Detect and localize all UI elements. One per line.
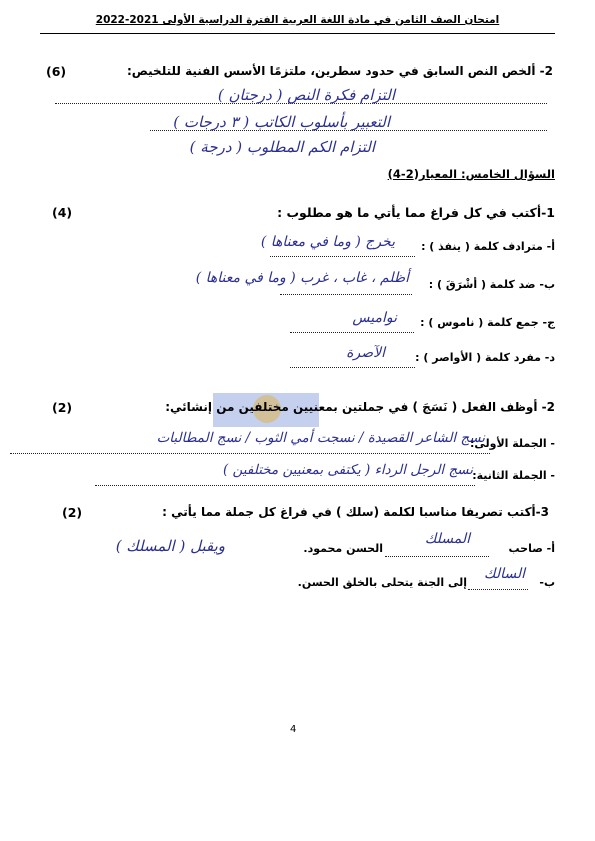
q1-item-c-answer: نواميس — [352, 310, 397, 326]
q1-item-a-answer: يخرج ( وما في معناها ) — [260, 234, 395, 250]
q2-sentence1-line — [10, 453, 490, 454]
q1-item-b-line — [280, 294, 412, 295]
summary-answer-2: التعبير بأسلوب الكاتب ( ٣ درجات ) — [173, 113, 390, 131]
q3-a-note: ويقبل ( المسلك ) — [115, 537, 225, 555]
q1-prompt: 1-أكتب في كل فراغ مما يأتي ما هو مطلوب : — [277, 205, 555, 220]
page-header: امتحان الصف الثامن في مادة اللغة العربية الفترة الدراسية الأولى 2021-2022 — [95, 14, 500, 26]
q2-sentence2-answer: نسج الرجل الرداء ( يكتفى بمعنيين مختلفين ) — [222, 462, 473, 478]
q3-b-answer: السالك — [484, 566, 525, 582]
q1-item-d-label: د- مفرد كلمة ( الأواصر ) : — [415, 351, 555, 364]
q2-summary-mark: (6) — [46, 64, 67, 79]
q3-a-label: أ- صاحب — [508, 542, 555, 555]
section-title: السؤال الخامس: المعيار(2-4) — [387, 167, 555, 181]
page-number: 4 — [290, 724, 297, 735]
q2-sentence2-label: - الجملة الثانية: — [472, 469, 555, 482]
q3-b-label: ب- — [539, 576, 555, 589]
summary-answer-1: التزام فكرة النص ( درجتان ) — [217, 86, 395, 104]
q1-item-a-label: أ- مترادف كلمة ( ينفذ ) : — [421, 240, 555, 253]
q2-summary-prompt: 2- ألخص النص السابق في حدود سطرين، ملتزمًا الأسس الفنية للتلخيص: — [126, 64, 553, 78]
q3-a-line — [385, 556, 489, 557]
q1-item-b-answer: أظلم ، غاب ، غرب ( وما في معناها ) — [195, 270, 409, 286]
q2-sentence1-label: - الجملة الأولى: — [469, 437, 555, 450]
q3-a-answer: المسلك — [424, 531, 470, 547]
q1-item-d-line — [290, 367, 415, 368]
q1-item-a-line — [270, 256, 415, 257]
q2-verb-prompt: 2- أوظف الفعل ( نَسَجَ ) في جملتين بمعنيين مختلفين من إنشائي: — [165, 400, 555, 414]
q1-mark: (4) — [52, 205, 73, 220]
q1-item-b-label: ب- ضد كلمة ( أشْرَقَ ) : — [428, 278, 555, 291]
q3-prompt: 3-أكتب تصريفا مناسبا لكلمة (سلك ) في فراغ كل جملة مما يأتي : — [162, 505, 549, 519]
q2-verb-mark: (2) — [52, 400, 73, 415]
q1-item-d-answer: الآصرة — [346, 345, 385, 361]
q3-b-line — [468, 589, 528, 590]
header-divider — [40, 33, 555, 34]
summary-answer-3: التزام الكم المطلوب ( درجة ) — [189, 138, 375, 156]
q1-item-c-line — [290, 332, 414, 333]
q2-sentence1-answer: نسج الشاعر القصيدة / نسجت أمي الثوب / نسج المطالبات — [156, 430, 485, 446]
q3-mark: (2) — [62, 505, 83, 520]
q2-sentence2-line — [95, 485, 475, 486]
q3-b-rest: إلى الجنة يتحلى بالخلق الحسن. — [297, 576, 467, 589]
q1-item-c-label: ج- جمع كلمة ( ناموس ) : — [420, 316, 555, 329]
q3-a-rest: الحسن محمود. — [303, 542, 383, 555]
